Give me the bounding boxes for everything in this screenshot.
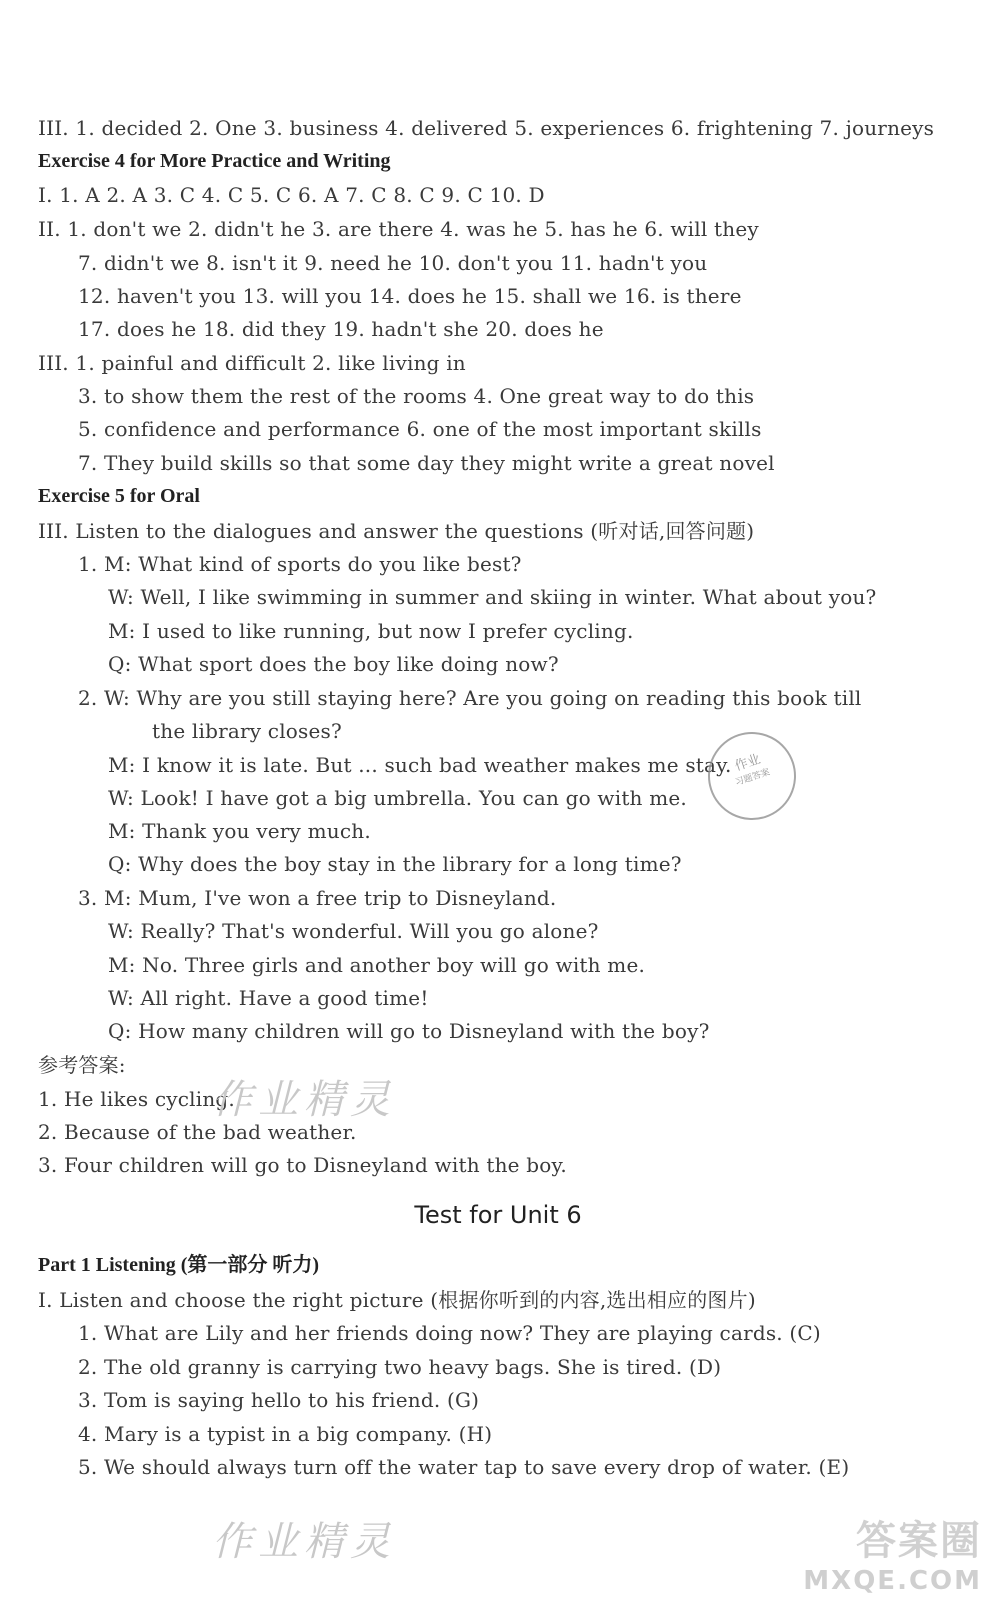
dialogue1-line-1: 1. M: What kind of sports do you like best? [78,552,522,576]
dialogue2-line-4: W: Look! I have got a big umbrella. You can go with me. [108,786,687,810]
dialogue3-line-4: W: All right. Have a good time! [108,986,429,1010]
dialogue1-line-2: W: Well, I like swimming in summer and skiing in winter. What about you? [108,585,877,609]
dialogue1-line-3: M: I used to like running, but now I prefer cycling. [108,619,634,643]
exercise4-part3-line-2: 3. to show them the rest of the rooms 4. One great way to do this [78,384,755,408]
answer-3: 3. Four children will go to Disneyland with the boy. [38,1153,567,1177]
dialogue3-line-1: 3. M: Mum, I've won a free trip to Disneyland. [78,886,557,910]
exercise4-part2-line-3: 12. haven't you 13. will you 14. does he 15. shall we 16. is there [78,284,742,308]
exercise5-instruction: III. Listen to the dialogues and answer the questions (听对话,回答问题) [38,519,755,543]
watermark-lower: 作业精灵 [212,1519,396,1565]
test-item-1: 1. What are Lily and her friends doing now? They are playing cards. (C) [78,1321,821,1345]
test-instruction: I. Listen and choose the right picture (根据你听到的内容,选出相应的图片) [38,1288,756,1312]
dialogue2-line-1: 2. W: Why are you still staying here? Are you going on reading this book till [78,686,862,710]
site-watermark-logo: 答案圈 [856,1518,982,1564]
dialogue3-line-5: Q: How many children will go to Disneyland with the boy? [108,1019,710,1043]
test-item-2: 2. The old granny is carrying two heavy bags. She is tired. (D) [78,1355,722,1379]
exercise4-part3-line-3: 5. confidence and performance 6. one of the most important skills [78,417,762,441]
dialogue1-line-4: Q: What sport does the boy like doing now? [108,652,559,676]
exercise4-part3-line-4: 7. They build skills so that some day they might write a great novel [78,451,775,475]
dialogue2-line-6: Q: Why does the boy stay in the library for a long time? [108,852,682,876]
test-item-4: 4. Mary is a typist in a big company. (H) [78,1422,493,1446]
site-watermark-url: MXQE.COM [803,1566,982,1596]
dialogue2-line-3: M: I know it is late. But ... such bad weather makes me stay. [108,753,732,777]
answer-1: 1. He likes cycling. [38,1087,235,1111]
dialogue2-line-5: M: Thank you very much. [108,819,371,843]
test-item-3: 3. Tom is saying hello to his friend. (G) [78,1388,480,1412]
dialogue3-line-2: W: Really? That's wonderful. Will you go alone? [108,919,599,943]
exercise3-answers-line: III. 1. decided 2. One 3. business 4. delivered 5. experiences 6. frightening 7. journeys [38,116,935,140]
exercise4-part2-line-2: 7. didn't we 8. isn't it 9. need he 10. don't you 11. hadn't you [78,251,708,275]
answer-2: 2. Because of the bad weather. [38,1120,357,1144]
watermark-upper: 作业精灵 [212,1077,396,1123]
exercise4-part2-line-1: II. 1. don't we 2. didn't he 3. are there 4. was he 5. has he 6. will they [38,217,759,241]
answers-label: 参考答案: [38,1053,126,1077]
test-item-5: 5. We should always turn off the water tap to save every drop of water. (E) [78,1455,850,1479]
exercise5-heading: Exercise 5 for Oral [38,485,200,507]
exercise4-heading: Exercise 4 for More Practice and Writing [38,150,391,172]
dialogue3-line-3: M: No. Three girls and another boy will go with me. [108,953,646,977]
exercise4-part3-line-1: III. 1. painful and difficult 2. like living in [38,351,466,375]
seal-stamp: 作业 习题答案 [697,721,808,832]
dialogue2-line-2: the library closes? [152,719,342,743]
exercise4-part2-line-4: 17. does he 18. did they 19. hadn't she 20. does he [78,317,604,341]
test-title: Test for Unit 6 [414,1201,582,1229]
exercise4-part1: I. 1. A 2. A 3. C 4. C 5. C 6. A 7. C 8. C 9. C 10. D [38,183,545,207]
test-part1-heading: Part 1 Listening (第一部分 听力) [38,1254,320,1276]
